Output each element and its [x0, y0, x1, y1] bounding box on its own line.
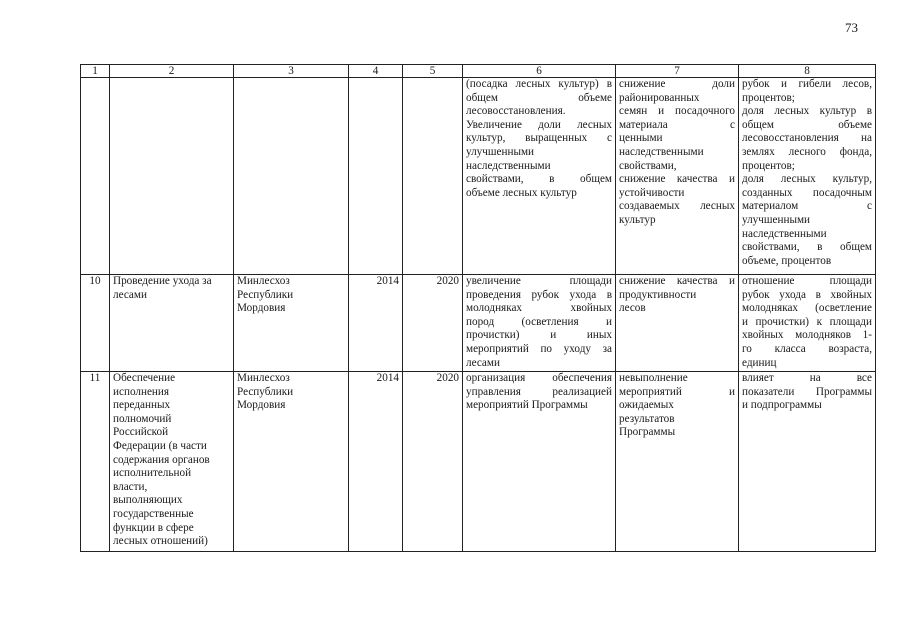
non-implementation-consequences-line: продуктивности: [619, 288, 697, 301]
non-implementation-consequences-line: Программы: [619, 426, 676, 439]
start-year-cell: [349, 78, 403, 275]
column-number-row: [81, 65, 876, 78]
measure-name-line: полномочий: [113, 412, 172, 425]
end-year-cell: 2020: [403, 372, 463, 552]
related-indicators-line: молодняках (осветление: [742, 302, 872, 315]
column-number: 7: [616, 65, 739, 78]
non-implementation-consequences-line: снижение качества и: [619, 173, 735, 186]
expected-result-line: культур, выращенных с: [466, 132, 612, 145]
measures-table: [80, 64, 876, 552]
measure-name-line: исполнения: [113, 385, 170, 398]
related-indicators-line: хвойных молодняков 1-: [742, 329, 872, 342]
measure-name-line: Обеспечение: [113, 372, 176, 384]
measure-name-line: Российской: [113, 426, 169, 439]
expected-result-line: мероприятий по уходу за: [466, 342, 612, 355]
related-indicators-line: объеме, процентов: [742, 254, 832, 267]
non-implementation-consequences-line: материала с: [619, 118, 735, 131]
measure-name-line: переданных: [113, 399, 171, 412]
measure-name-line: исполнительной: [113, 467, 192, 480]
measure-name-line: государственные: [113, 507, 194, 520]
measure-name-line: Федерации (в части: [113, 439, 207, 452]
related-indicators-line: землях лесного фонда,: [742, 145, 872, 158]
expected-result-line: управления реализацией: [466, 385, 612, 398]
table-row: [81, 275, 876, 372]
non-implementation-consequences-cell: [616, 78, 739, 275]
related-indicators-line: показатели Программы: [742, 385, 872, 398]
executor-cell: [234, 275, 349, 372]
related-indicators-line: рубок и гибели лесов,: [742, 78, 872, 90]
start-year-cell: 2014: [349, 372, 403, 552]
related-indicators-line: свойствами, в общем: [742, 241, 872, 254]
expected-result-line: улучшенными: [466, 145, 535, 158]
expected-result-cell: [463, 275, 616, 372]
measure-name-line: выполняющих: [113, 494, 183, 507]
non-implementation-consequences-line: снижение доли: [619, 78, 735, 90]
column-number: 1: [81, 65, 110, 78]
measure-name-line: лесных отношений): [113, 535, 208, 548]
related-indicators-line: го класса возраста,: [742, 342, 872, 355]
non-implementation-consequences-cell: [616, 275, 739, 372]
expected-result-line: проведения рубок ухода в: [466, 288, 612, 301]
executor-line: Мордовия: [237, 399, 286, 412]
executor-line: Минлесхоз: [237, 275, 290, 287]
related-indicators-line: улучшенными: [742, 213, 811, 226]
related-indicators-line: и подпрограммы: [742, 399, 822, 412]
column-number: 2: [110, 65, 234, 78]
measure-name-line: содержания органов: [113, 453, 210, 466]
non-implementation-consequences-line: результатов: [619, 412, 675, 425]
expected-result-line: пород (осветления и: [466, 315, 612, 328]
related-indicators-line: материалом с: [742, 200, 872, 213]
non-implementation-consequences-line: наследственными: [619, 145, 704, 158]
measure-name-line: функции в сфере: [113, 521, 194, 534]
measure-name-cell: [110, 78, 234, 275]
expected-result-line: увеличение площади: [466, 275, 612, 287]
related-indicators-line: процентов;: [742, 91, 795, 104]
expected-result-line: свойствами, в общем: [466, 173, 612, 186]
related-indicators-line: рубок ухода в хвойных: [742, 288, 872, 301]
expected-result-line: лесовосстановления.: [466, 105, 566, 118]
expected-result-line: молодняках хвойных: [466, 302, 612, 315]
measure-name-line: власти,: [113, 480, 148, 493]
related-indicators-cell: [739, 275, 876, 372]
expected-result-line: лесами: [466, 356, 500, 369]
column-number: 5: [403, 65, 463, 78]
non-implementation-consequences-cell: [616, 372, 739, 552]
related-indicators-line: единиц: [742, 356, 777, 369]
non-implementation-consequences-line: создаваемых лесных: [619, 200, 735, 213]
related-indicators-line: лесовосстановления на: [742, 132, 872, 145]
measure-name-line: Проведение ухода за: [113, 275, 212, 287]
non-implementation-consequences-line: снижение качества и: [619, 275, 735, 287]
expected-result-line: (посадка лесных культур) в: [466, 78, 612, 90]
related-indicators-line: отношение площади: [742, 275, 872, 287]
non-implementation-consequences-line: мероприятий и: [619, 385, 735, 398]
expected-result-cell: [463, 372, 616, 552]
measure-name-cell: [110, 372, 234, 552]
expected-result-cell: [463, 78, 616, 275]
non-implementation-consequences-line: ожидаемых: [619, 399, 674, 412]
related-indicators-line: процентов;: [742, 159, 795, 172]
executor-line: Минлесхоз: [237, 372, 290, 384]
expected-result-line: прочистки) и иных: [466, 329, 612, 342]
non-implementation-consequences-line: ценными: [619, 132, 663, 145]
non-implementation-consequences-line: культур: [619, 213, 656, 226]
row-number-cell: 11: [81, 372, 110, 552]
related-indicators-line: общем объеме: [742, 118, 872, 131]
related-indicators-line: доля лесных культур,: [742, 173, 872, 186]
non-implementation-consequences-line: семян и посадочного: [619, 105, 735, 118]
non-implementation-consequences-line: устойчивости: [619, 186, 685, 199]
related-indicators-cell: [739, 78, 876, 275]
executor-cell: [234, 372, 349, 552]
expected-result-line: наследственными: [466, 159, 551, 172]
column-number: 6: [463, 65, 616, 78]
column-number: 8: [739, 65, 876, 78]
table-row: [81, 78, 876, 275]
measure-name-line: лесами: [113, 288, 147, 301]
expected-result-line: общем объеме: [466, 91, 612, 104]
related-indicators-line: и прочистки) к площади: [742, 315, 872, 328]
related-indicators-line: наследственными: [742, 227, 827, 240]
related-indicators-cell: [739, 372, 876, 552]
column-number: 4: [349, 65, 403, 78]
measure-name-cell: [110, 275, 234, 372]
column-number: 3: [234, 65, 349, 78]
executor-cell: [234, 78, 349, 275]
executor-line: Республики: [237, 385, 294, 398]
related-indicators-line: доля лесных культур в: [742, 105, 872, 118]
expected-result-line: Увеличение доли лесных: [466, 118, 612, 131]
executor-line: Мордовия: [237, 302, 286, 315]
table-row: [81, 372, 876, 552]
page-number: 73: [845, 20, 858, 35]
non-implementation-consequences-line: районированных: [619, 91, 700, 104]
non-implementation-consequences-line: невыполнение: [619, 372, 688, 384]
non-implementation-consequences-line: лесов: [619, 302, 646, 315]
expected-result-line: организация обеспечения: [466, 372, 612, 384]
executor-line: Республики: [237, 288, 294, 301]
start-year-cell: 2014: [349, 275, 403, 372]
related-indicators-line: созданных посадочным: [742, 186, 872, 199]
expected-result-line: объеме лесных культур: [466, 186, 577, 199]
related-indicators-line: влияет на все: [742, 372, 872, 384]
row-number-cell: [81, 78, 110, 275]
row-number-cell: 10: [81, 275, 110, 372]
end-year-cell: [403, 78, 463, 275]
expected-result-line: мероприятий Программы: [466, 399, 588, 412]
non-implementation-consequences-line: свойствами,: [619, 159, 677, 172]
end-year-cell: 2020: [403, 275, 463, 372]
